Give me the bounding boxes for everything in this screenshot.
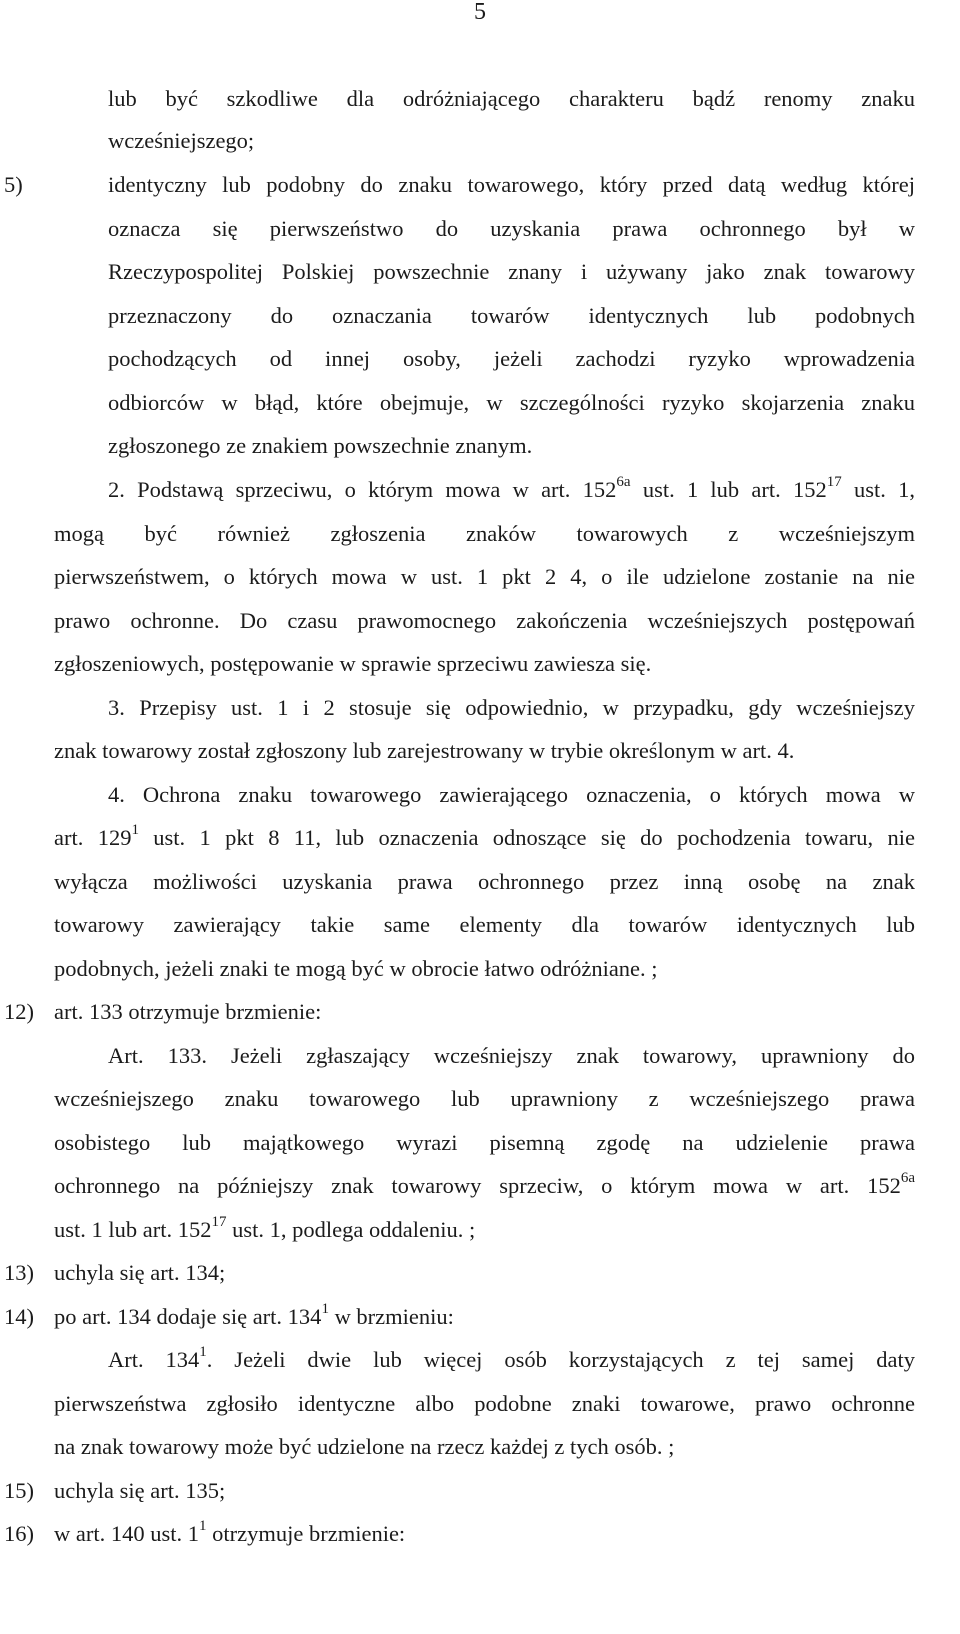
text-line: znak towarowy został zgłoszony lub zarejestrowany w trybie określonym w art. 4. [54,738,795,763]
superscript: 6a [616,473,631,490]
text-line [54,823,915,853]
superscript: 1 [199,1517,207,1534]
text-line [108,475,915,505]
text-line: zgłoszeniowych, postępowanie w sprawie sprzeciwu zawiesza się. [54,651,652,676]
text-line [54,1171,915,1201]
text-line: prawo ochronne. Do czasu prawomocnego zakończenia wcześniejszych postępowań [54,608,915,633]
text-line: osobistego lub majątkowego wyrazi pisemną zgodę na udzielenie prawa [54,1130,915,1155]
text-segment: Art. 134 [108,1347,200,1372]
text-line: odbiorców w błąd, które obejmuje, w szczególności ryzyko skojarzenia znaku [108,390,915,415]
superscript: 1 [131,821,139,838]
text-line: Art. 133. Jeżeli zgłaszający wcześniejszy znak towarowy, uprawniony do [108,1043,915,1068]
text-segment: ust. 1 lub art. 152 [630,477,827,502]
text-line: mogą być również zgłoszenia znaków towarowych z wcześniejszym [54,521,915,546]
text-line: 3. Przepisy ust. 1 i 2 stosuje się odpowiednio, w przypadku, gdy wcześniejszy [108,695,915,720]
text-line [108,1345,915,1375]
text-line: uchyla się art. 135; [54,1478,226,1503]
superscript: 1 [321,1300,329,1317]
text-line: zgłoszonego ze znakiem powszechnie znanym. [108,433,533,458]
page-number: 5 [474,0,486,25]
text-line: identyczny lub podobny do znaku towarowego, który przed datą według której [108,172,915,197]
item-number: 16) [4,1521,34,1546]
text-segment: ust. 1 lub art. 152 [54,1217,212,1242]
text-line: 4. Ochrona znaku towarowego zawierającego oznaczenia, o których mowa w [108,782,915,807]
text-line: pierwszeństwa zgłosiło identyczne albo podobne znaki towarowe, prawo ochronne [54,1391,915,1416]
text-line: pierwszeństwem, o których mowa w ust. 1 pkt 2 4, o ile udzielone zostanie na nie [54,564,915,589]
text-segment: ust. 1 pkt 8 11, lub oznaczenia odnoszące się do pochodzenia towaru, nie [138,825,915,850]
text-line: podobnych, jeżeli znaki te mogą być w obrocie łatwo odróżniane. ; [54,956,658,981]
text-line: wcześniejszego znaku towarowego lub uprawniony z wcześniejszego prawa [54,1086,915,1111]
item-number: 13) [4,1260,34,1285]
text-segment: ust. 1, [841,477,915,502]
text-segment: ust. 1, podlega oddaleniu. ; [226,1217,476,1242]
text-line: lub być szkodliwe dla odróżniającego charakteru bądź renomy znaku [108,86,915,111]
superscript: 17 [826,473,842,490]
text-line: na znak towarowy może być udzielone na rzecz każdej z tych osób. ; [54,1434,675,1459]
text-line: art. 133 otrzymuje brzmienie: [54,999,322,1024]
superscript: 1 [199,1343,207,1360]
text-line: oznacza się pierwszeństwo do uzyskania prawa ochronnego był w [108,216,915,241]
text-segment: otrzymuje brzmienie: [206,1521,406,1546]
text-line: uchyla się art. 134; [54,1260,226,1285]
text-line: wyłącza możliwości uzyskania prawa ochronnego przez inną osobę na znak [54,869,915,894]
text-segment: . Jeżeli dwie lub więcej osób korzystających z tej samej daty [206,1347,915,1372]
text-line: Rzeczypospolitej Polskiej powszechnie znany i używany jako znak towarowy [108,259,915,284]
item-number: 12) [4,999,34,1024]
text-segment: w art. 140 ust. 1 [54,1521,199,1546]
text-line: towarowy zawierający takie same elementy dla towarów identycznych lub [54,912,915,937]
text-segment: art. 129 [54,825,132,850]
text-line: wcześniejszego; [108,128,255,153]
text-segment: ochronnego na późniejszy znak towarowy sprzeciw, o którym mowa w art. 152 [54,1173,901,1198]
text-line [54,1215,475,1245]
superscript: 6a [900,1169,915,1186]
text-segment: w brzmieniu: [328,1304,454,1329]
superscript: 17 [211,1213,227,1230]
text-segment: po art. 134 dodaje się art. 134 [54,1304,322,1329]
item-number: 5) [4,172,23,197]
text-segment: 2. Podstawą sprzeciwu, o którym mowa w art. 152 [108,477,617,502]
text-line: pochodzących od innej osoby, jeżeli zachodzi ryzyko wprowadzenia [108,346,915,371]
text-line [54,1519,405,1549]
item-number: 14) [4,1304,34,1329]
text-line: przeznaczony do oznaczania towarów identycznych lub podobnych [108,303,915,328]
item-number: 15) [4,1478,34,1503]
text-line [54,1302,454,1332]
